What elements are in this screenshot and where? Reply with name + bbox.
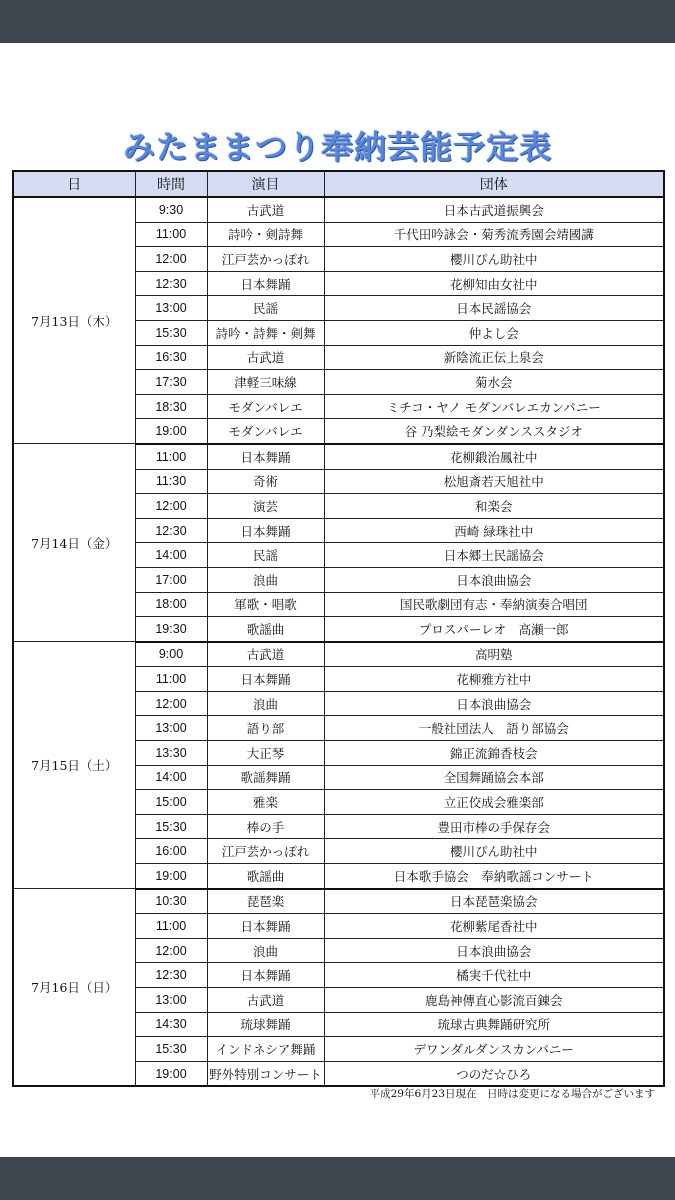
program-cell: 古武道 xyxy=(207,345,324,370)
program-cell: 詩吟・剣詩舞 xyxy=(207,222,324,247)
time-cell: 19:30 xyxy=(135,617,207,642)
page-title: みたままつり奉納芸能予定表 xyxy=(122,128,552,166)
top-bar xyxy=(0,0,675,43)
date-note: 平成29年6月23日現在 日時は変更になる場合がございます xyxy=(369,1088,655,1100)
group-cell: 櫻川ぴん助社中 xyxy=(324,839,664,864)
program-cell: 浪曲 xyxy=(207,567,324,592)
program-cell: 琉球舞踊 xyxy=(207,1012,324,1037)
time-cell: 11:00 xyxy=(135,914,207,939)
time-cell: 19:00 xyxy=(135,1061,207,1086)
group-cell: 橘実千代社中 xyxy=(324,963,664,988)
program-cell: 棒の手 xyxy=(207,814,324,839)
group-cell: 菊水会 xyxy=(324,370,664,395)
time-cell: 11:00 xyxy=(135,444,207,469)
program-cell: 歌謡舞踊 xyxy=(207,765,324,790)
table-row xyxy=(13,889,664,914)
time-cell: 9:00 xyxy=(135,642,207,667)
program-cell: 古武道 xyxy=(207,197,324,222)
group-cell: 千代田吟詠会・菊秀流秀園会靖國講 xyxy=(324,222,664,247)
program-cell: 歌謡曲 xyxy=(207,617,324,642)
group-cell: 日本琵琶楽協会 xyxy=(324,889,664,914)
day-cell: 7月13日（木） xyxy=(13,197,135,444)
time-cell: 17:30 xyxy=(135,370,207,395)
time-cell: 15:30 xyxy=(135,814,207,839)
group-cell: 松旭斎若天旭社中 xyxy=(324,469,664,494)
program-cell: 津軽三味線 xyxy=(207,370,324,395)
program-cell: モダンバレエ xyxy=(207,419,324,444)
time-cell: 14:00 xyxy=(135,765,207,790)
table-row xyxy=(13,197,664,222)
time-cell: 14:00 xyxy=(135,543,207,568)
program-cell: 民謡 xyxy=(207,543,324,568)
group-cell: 一般社団法人 語り部協会 xyxy=(324,716,664,741)
program-cell: 奇術 xyxy=(207,469,324,494)
bottom-bar xyxy=(0,1157,675,1200)
table-row xyxy=(13,444,664,469)
program-cell: 詩吟・詩舞・剣舞 xyxy=(207,320,324,345)
time-cell: 12:00 xyxy=(135,938,207,963)
time-cell: 11:00 xyxy=(135,222,207,247)
header-day: 日 xyxy=(13,171,135,197)
program-cell: 古武道 xyxy=(207,642,324,667)
group-cell: つのだ☆ひろ xyxy=(324,1061,664,1086)
program-cell: 軍歌・唱歌 xyxy=(207,592,324,617)
group-cell: 立正佼成会雅楽部 xyxy=(324,790,664,815)
program-cell: 野外特別コンサート xyxy=(207,1061,324,1086)
time-cell: 9:30 xyxy=(135,197,207,222)
time-cell: 15:00 xyxy=(135,790,207,815)
program-cell: 日本舞踊 xyxy=(207,444,324,469)
group-cell: 全国舞踊協会本部 xyxy=(324,765,664,790)
group-cell: 日本浪曲協会 xyxy=(324,938,664,963)
program-cell: 日本舞踊 xyxy=(207,518,324,543)
program-cell: 浪曲 xyxy=(207,691,324,716)
program-cell: 浪曲 xyxy=(207,938,324,963)
day-cell: 7月16日（日） xyxy=(13,889,135,1087)
time-cell: 13:00 xyxy=(135,988,207,1013)
group-cell: 和楽会 xyxy=(324,494,664,519)
group-cell: 高明塾 xyxy=(324,642,664,667)
time-cell: 19:00 xyxy=(135,864,207,889)
time-cell: 12:30 xyxy=(135,963,207,988)
header-time: 時間 xyxy=(135,171,207,197)
program-cell: 民謡 xyxy=(207,296,324,321)
group-cell: 日本歌手協会 奉納歌謡コンサート xyxy=(324,864,664,889)
program-cell: 琵琶楽 xyxy=(207,889,324,914)
time-cell: 18:30 xyxy=(135,394,207,419)
time-cell: 13:00 xyxy=(135,716,207,741)
group-cell: プロスパーレオ 高瀬一郎 xyxy=(324,617,664,642)
time-cell: 16:30 xyxy=(135,345,207,370)
program-cell: 日本舞踊 xyxy=(207,271,324,296)
group-cell: 日本浪曲協会 xyxy=(324,567,664,592)
program-cell: 日本舞踊 xyxy=(207,963,324,988)
group-cell: 櫻川ぴん助社中 xyxy=(324,247,664,272)
time-cell: 16:00 xyxy=(135,839,207,864)
group-cell: 錦正流錦香枝会 xyxy=(324,741,664,766)
program-cell: 江戸芸かっぽれ xyxy=(207,247,324,272)
group-cell: 国民歌劇団有志・奉納演奏合唱団 xyxy=(324,592,664,617)
header-group: 団体 xyxy=(324,171,664,197)
group-cell: 花柳紫尾香社中 xyxy=(324,914,664,939)
group-cell: 新陰流正伝上泉会 xyxy=(324,345,664,370)
group-cell: 豊田市棒の手保存会 xyxy=(324,814,664,839)
time-cell: 13:00 xyxy=(135,296,207,321)
program-cell: インドネシア舞踊 xyxy=(207,1037,324,1062)
time-cell: 17:00 xyxy=(135,567,207,592)
group-cell: 琉球古典舞踊研究所 xyxy=(324,1012,664,1037)
time-cell: 11:30 xyxy=(135,469,207,494)
time-cell: 19:00 xyxy=(135,419,207,444)
time-cell: 12:30 xyxy=(135,518,207,543)
group-cell: 花柳雅方社中 xyxy=(324,667,664,692)
group-cell: 日本古武道振興会 xyxy=(324,197,664,222)
group-cell: 日本民謡協会 xyxy=(324,296,664,321)
group-cell: 仲よし会 xyxy=(324,320,664,345)
header-program: 演目 xyxy=(207,171,324,197)
time-cell: 12:00 xyxy=(135,247,207,272)
time-cell: 15:30 xyxy=(135,320,207,345)
group-cell: 鹿島神傳直心影流百錬会 xyxy=(324,988,664,1013)
table-header-row xyxy=(13,171,664,197)
time-cell: 10:30 xyxy=(135,889,207,914)
time-cell: 11:00 xyxy=(135,667,207,692)
group-cell: 日本浪曲協会 xyxy=(324,691,664,716)
program-cell: 日本舞踊 xyxy=(207,914,324,939)
program-cell: 演芸 xyxy=(207,494,324,519)
program-cell: 歌謡曲 xyxy=(207,864,324,889)
time-cell: 14:30 xyxy=(135,1012,207,1037)
group-cell: ミチコ・ヤノ モダンバレエカンパニー xyxy=(324,394,664,419)
time-cell: 12:30 xyxy=(135,271,207,296)
program-cell: 雅楽 xyxy=(207,790,324,815)
group-cell: 日本郷土民謡協会 xyxy=(324,543,664,568)
program-cell: 大正琴 xyxy=(207,741,324,766)
schedule-table xyxy=(12,170,665,1087)
time-cell: 18:00 xyxy=(135,592,207,617)
group-cell: 花柳知由女社中 xyxy=(324,271,664,296)
time-cell: 15:30 xyxy=(135,1037,207,1062)
day-cell: 7月15日（土） xyxy=(13,642,135,889)
time-cell: 13:30 xyxy=(135,741,207,766)
program-cell: 日本舞踊 xyxy=(207,667,324,692)
group-cell: 谷 乃梨絵モダンダンススタジオ xyxy=(324,419,664,444)
program-cell: 古武道 xyxy=(207,988,324,1013)
time-cell: 12:00 xyxy=(135,691,207,716)
program-cell: モダンバレエ xyxy=(207,394,324,419)
day-cell: 7月14日（金） xyxy=(13,444,135,642)
program-cell: 江戸芸かっぽれ xyxy=(207,839,324,864)
group-cell: 西崎 緑珠社中 xyxy=(324,518,664,543)
time-cell: 12:00 xyxy=(135,494,207,519)
group-cell: デワンダルダンスカンパニー xyxy=(324,1037,664,1062)
group-cell: 花柳鍛治鳳社中 xyxy=(324,444,664,469)
table-row xyxy=(13,642,664,667)
program-cell: 語り部 xyxy=(207,716,324,741)
